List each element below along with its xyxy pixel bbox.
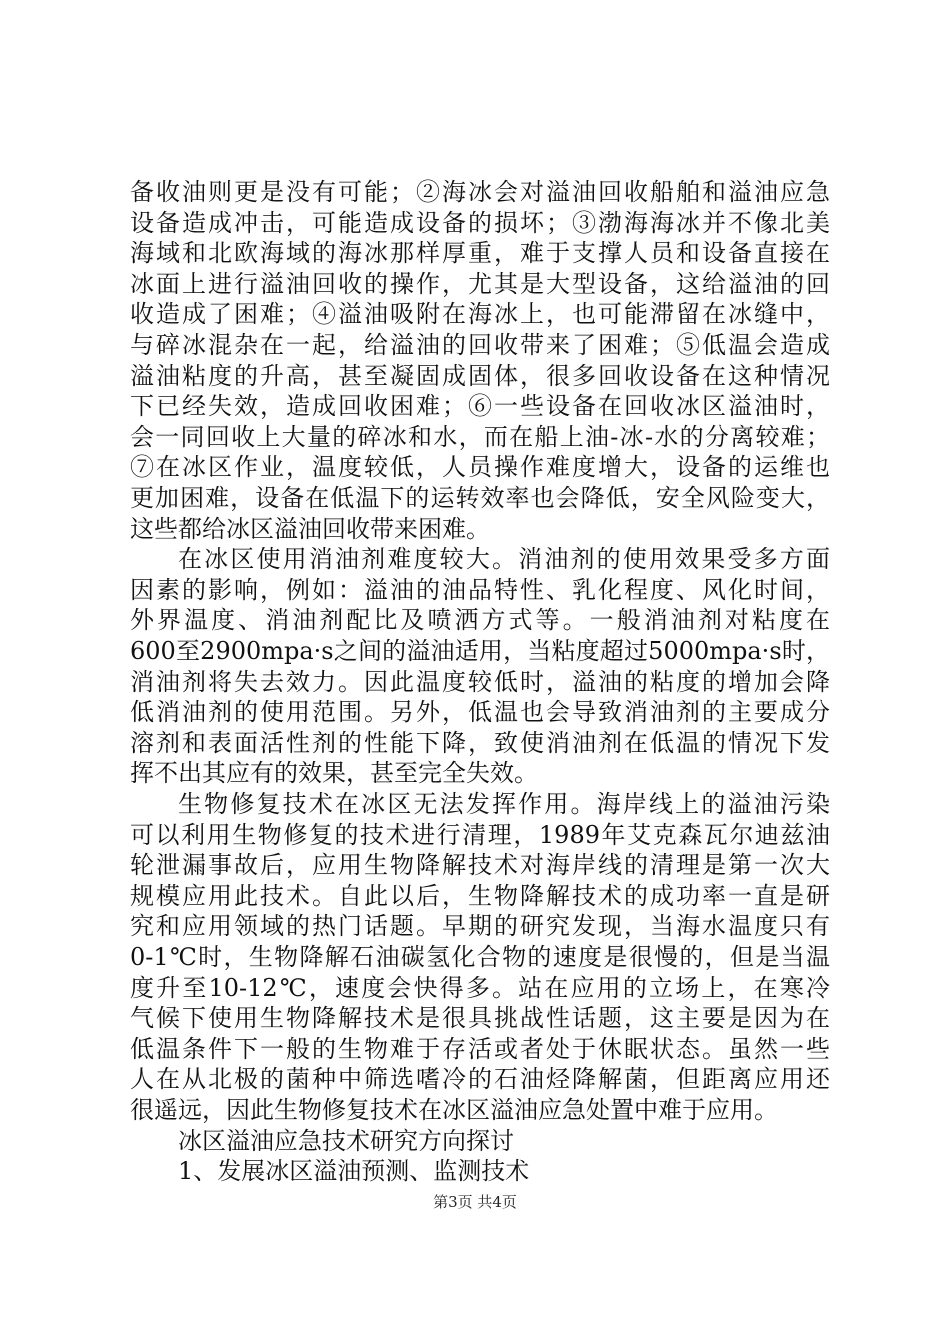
text-line: 收造成了困难；④溢油吸附在海冰上，也可能滞留在冰缝中， xyxy=(130,300,830,329)
text-line: 海域和北欧海域的海冰那样厚重，难于支撑人员和设备直接在 xyxy=(130,239,830,268)
text-line: 更加困难，设备在低温下的运转效率也会降低，安全风险变大， xyxy=(130,484,830,512)
section-heading: 冰区溢油应急技术研究方向探讨 xyxy=(178,1126,514,1155)
text-line: 气候下使用生物降解技术是很具挑战性话题，这主要是因为在 xyxy=(130,1004,830,1033)
text-line: 0-1℃时，生物降解石油碳氢化合物的速度是很慢的，但是当温 xyxy=(130,943,830,971)
text-line: 挥不出其应有的效果，甚至完全失效。 xyxy=(130,759,538,788)
text-line: 低温条件下一般的生物难于存活或者处于休眠状态。虽然一些 xyxy=(130,1034,830,1063)
text-line: 规模应用此技术。自此以后，生物降解技术的成功率一直是研 xyxy=(130,881,830,910)
text-line: 因素的影响，例如：溢油的油品特性、乳化程度、风化时间， xyxy=(130,575,830,604)
text-line: 冰面上进行溢油回收的操作，尤其是大型设备，这给溢油的回 xyxy=(130,269,830,298)
text-line: 可以利用生物修复的技术进行清理，1989年艾克森瓦尔迪兹油 xyxy=(130,820,830,849)
text-line: 很遥远，因此生物修复技术在冰区溢油应急处置中难于应用。 xyxy=(130,1096,778,1124)
text-line: 人在从北极的菌种中筛选嗜冷的石油烃降解菌，但距离应用还 xyxy=(130,1065,830,1094)
text-line: 外界温度、消油剂配比及喷洒方式等。一般消油剂对粘度在 xyxy=(130,606,830,635)
text-line: 究和应用领域的热门话题。早期的研究发现，当海水温度只有 xyxy=(130,912,830,941)
text-line: 溢油粘度的升高，甚至凝固成固体，很多回收设备在这种情况 xyxy=(130,361,830,390)
text-line: 溶剂和表面活性剂的性能下降，致使消油剂在低温的情况下发 xyxy=(130,728,830,757)
text-line: ⑦在冰区作业，温度较低，人员操作难度增大，设备的运维也 xyxy=(130,453,830,482)
text-line: 轮泄漏事故后，应用生物降解技术对海岸线的清理是第一次大 xyxy=(130,851,830,880)
subsection-heading: 1、发展冰区溢油预测、监测技术 xyxy=(178,1157,530,1186)
text-line: 下已经失效，造成回收困难；⑥一些设备在回收冰区溢油时， xyxy=(130,392,830,421)
text-line: 备收油则更是没有可能；②海冰会对溢油回收船舶和溢油应急 xyxy=(130,178,830,206)
text-line: 这些都给冰区溢油回收带来困难。 xyxy=(130,514,490,543)
text-line: 低消油剂的使用范围。另外，低温也会导致消油剂的主要成分 xyxy=(130,698,830,727)
paragraph-first-line: 生物修复技术在冰区无法发挥作用。海岸线上的溢油污染 xyxy=(178,790,830,818)
text-line: 会一同回收上大量的碎冰和水，而在船上油-冰-水的分离较难； xyxy=(130,422,830,451)
text-line: 与碎冰混杂在一起，给溢油的回收带来了困难；⑤低温会造成 xyxy=(130,331,830,359)
text-line: 600至2900mpa·s之间的溢油适用，当粘度超过5000mpa·s时， xyxy=(130,637,830,665)
text-line: 设备造成冲击，可能造成设备的损坏；③渤海海冰并不像北美 xyxy=(130,208,830,237)
text-line: 消油剂将失去效力。因此温度较低时，溢油的粘度的增加会降 xyxy=(130,667,830,696)
text-line: 度升至10-12℃，速度会快得多。站在应用的立场上，在寒冷 xyxy=(130,973,830,1002)
page-number-footer: 第3页 共4页 xyxy=(433,1193,517,1212)
paragraph-first-line: 在冰区使用消油剂难度较大。消油剂的使用效果受多方面 xyxy=(178,545,830,574)
